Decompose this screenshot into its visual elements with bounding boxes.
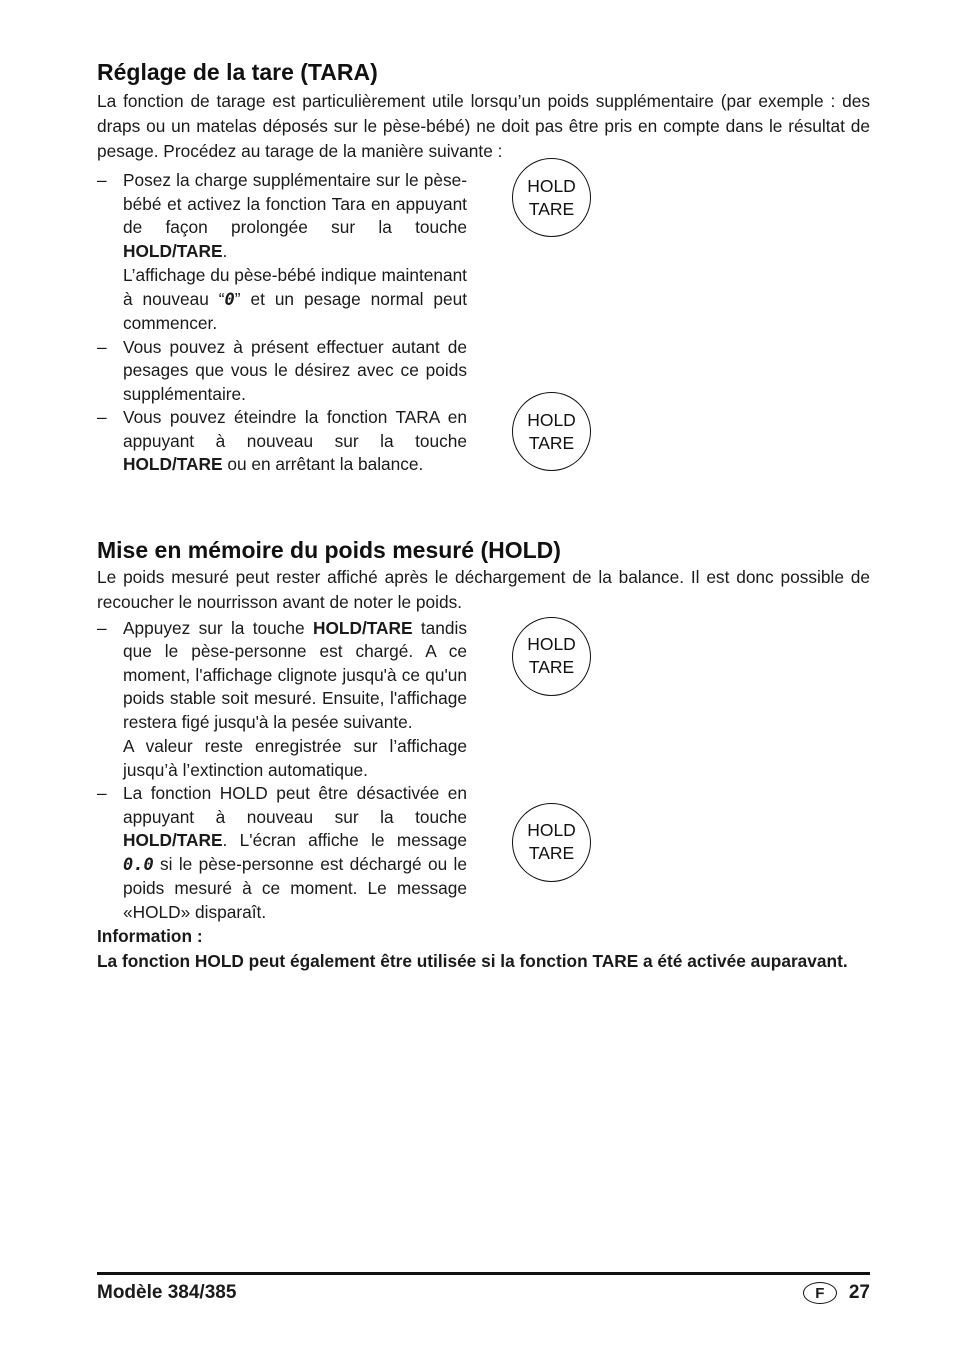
hold-tare-button-icon: HOLD TARE bbox=[512, 392, 591, 471]
language-badge: F bbox=[803, 1282, 837, 1304]
key-name: HOLD/TARE bbox=[123, 830, 223, 850]
section-intro-hold: Le poids mesuré peut rester affiché après le déchargement de la balance. Il est donc possible de recoucher le nourrisson avant de noter le poids. bbox=[97, 566, 870, 612]
page-content bbox=[97, 58, 870, 974]
tare-steps bbox=[97, 169, 870, 477]
tare-step-list bbox=[97, 169, 467, 477]
note-text: La fonction HOLD peut également être utilisée si la fonction TARE a été activée auparavant. bbox=[97, 951, 848, 971]
hold-tare-button-icon: HOLD TARE bbox=[512, 617, 591, 696]
key-name: HOLD/TARE bbox=[123, 454, 223, 474]
page-number: 27 bbox=[848, 1282, 870, 1303]
footer-page-info bbox=[803, 1282, 870, 1304]
section-title-hold: Mise en mémoire du poids mesuré (HOLD) bbox=[97, 536, 561, 563]
hold-steps bbox=[97, 617, 870, 925]
footer-divider bbox=[97, 1272, 870, 1275]
section-title-tare: Réglage de la tare (TARA) bbox=[97, 59, 378, 85]
list-item: – Appuyez sur la touche HOLD/TARE tandis que le pèse-personne est chargé. A ce moment, l'affichage clignote jusqu'à ce qu'un poids stable soit mesuré. Ensuite, l'affichage restera figé jusqu'à la pesée suivante. A valeur reste enregistrée sur l’affichage jusqu’à l’extinction automatique. bbox=[97, 617, 467, 780]
hold-tare-button-icon: HOLD TARE bbox=[512, 803, 591, 882]
note-label: Information : bbox=[97, 926, 203, 946]
list-item: – Posez la charge supplémentaire sur le pèse-bébé et activez la fonction Tara en appuyant de façon prolongée sur la touche HOLD/TARE. L’affichage du pèse-bébé indique maintenant à nouveau “0” et un pesage normal peut commencer. bbox=[97, 170, 467, 333]
list-item: – Vous pouvez éteindre la fonction TARA en appuyant à nouveau sur la touche HOLD/TARE ou en arrêtant la balance. bbox=[97, 407, 467, 474]
footer-model: Modèle 384/385 bbox=[97, 1282, 237, 1303]
hold-tare-button-icon: HOLD TARE bbox=[512, 158, 591, 237]
list-item: – La fonction HOLD peut être désactivée en appuyant à nouveau sur la touche HOLD/TARE. L'écran affiche le message 0.0 si le pèse-personne est déchargé ou le poids mesuré à ce moment. Le message «HOLD» disparaît. bbox=[97, 783, 467, 922]
section-intro-tare: La fonction de tarage est particulièrement utile lorsqu’un poids supplémentaire (par exemple : des draps ou un matelas déposés sur le pèse-bébé) ne doit pas être pris en compte dans le résultat de pesage. Procédez au tarage de la manière suivante : bbox=[97, 91, 870, 161]
key-name: HOLD/TARE bbox=[123, 240, 223, 261]
key-name: HOLD/TARE bbox=[313, 617, 413, 638]
list-item: – Vous pouvez à présent effectuer autant de pesages que vous le désirez avec ce poids supplémentaire. bbox=[97, 336, 467, 404]
hold-step-list bbox=[97, 617, 467, 925]
display-readout: 0.0 bbox=[123, 854, 154, 875]
display-readout: 0 bbox=[224, 289, 235, 310]
